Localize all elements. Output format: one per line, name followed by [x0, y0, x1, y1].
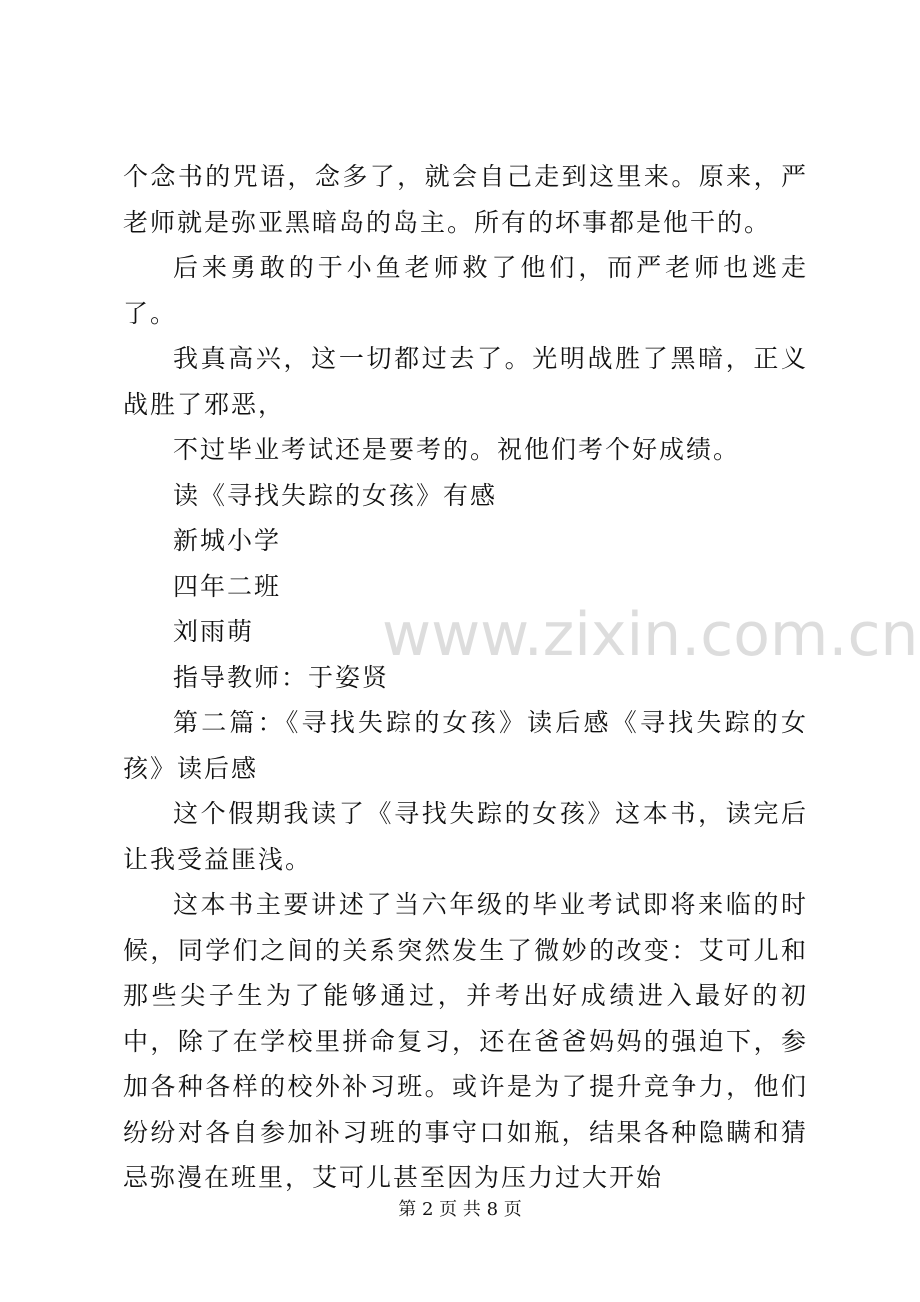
author-class: 四年二班	[173, 571, 282, 601]
site-watermark: www.zixin.com.cn	[382, 600, 919, 670]
paragraph-happy: 我真高兴，这一切都过去了。光明战胜了黑暗，正义战胜了邪恶，	[123, 344, 808, 419]
author-name: 刘雨萌	[173, 617, 255, 646]
author-teacher: 指导教师：于姿贤	[173, 662, 390, 692]
paragraph-holiday-reading: 这个假期我读了《寻找失踪的女孩》这本书，读完后让我受益匪浅。	[123, 799, 808, 874]
paragraph-continuation: 个念书的咒语，念多了，就会自己走到这里来。原来，严老师就是弥亚黑暗岛的岛主。所有的坏事都是他干的。	[123, 162, 808, 237]
section-heading-second: 第二篇：《寻找失踪的女孩》读后感《寻找失踪的女孩》读后感	[123, 708, 808, 783]
paragraph-exam: 不过毕业考试还是要考的。祝他们考个好成绩。	[173, 435, 741, 464]
document-body	[123, 154, 808, 1201]
essay-title: 读《寻找失踪的女孩》有感	[173, 480, 498, 510]
author-school: 新城小学	[173, 526, 282, 555]
paragraph-summary: 这本书主要讲述了当六年级的毕业考试即将来临的时候，同学们之间的关系突然发生了微妙的改变：艾可儿和那些尖子生为了能够通过，并考出好成绩进入最好的初中，除了在学校里拼命复习，还在爸爸妈妈的强迫下，参加各种各样的校外补习班。或许是为了提升竞争力，他们纷纷对各自参加补习班的事守口如瓶，结果各种隐瞒和猜忌弥漫在班里，艾可儿甚至因为压力过大开始	[123, 890, 808, 1192]
paragraph-rescue: 后来勇敢的于小鱼老师救了他们，而严老师也逃走了。	[123, 253, 808, 328]
page-footer: 第 2 页 共 8 页	[398, 1199, 522, 1220]
